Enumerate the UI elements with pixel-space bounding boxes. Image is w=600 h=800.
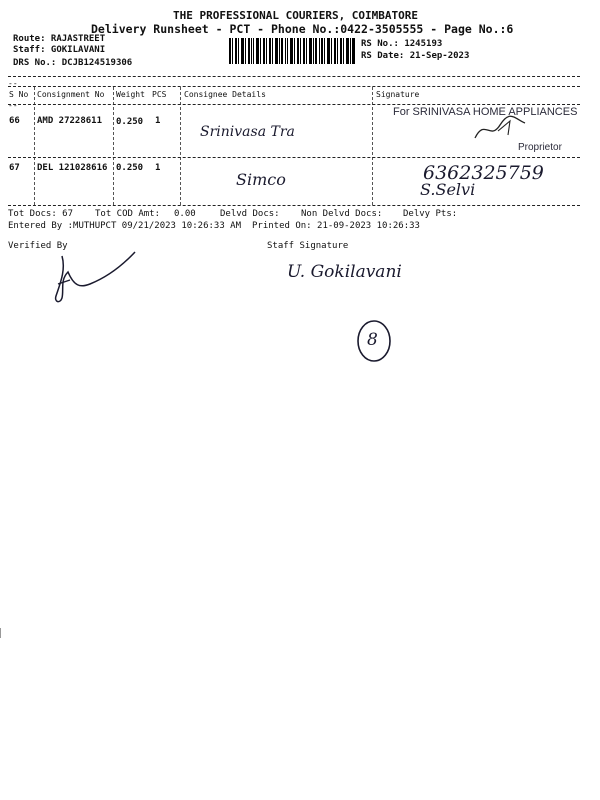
- staff-signature-handwriting: U. Gokilavani: [287, 262, 402, 282]
- row-66-weight: 0.250: [116, 117, 144, 127]
- total-docs: Tot Docs: 67: [8, 209, 74, 219]
- dash-mark: --: [8, 101, 18, 110]
- col-header-pcs: PCS: [152, 90, 167, 99]
- row-67-consignee-handwriting: Simco: [236, 170, 286, 189]
- staff-label: Staff: GOKILAVANI: [13, 45, 106, 55]
- header-separator: [8, 76, 580, 77]
- row-67-sno: 67: [9, 163, 20, 173]
- printed-on: Printed On: 21-09-2023 10:26:33: [252, 221, 420, 231]
- drs-number: DRS No.: DCJB124519306: [13, 58, 133, 68]
- row-66-sno: 66: [9, 116, 20, 126]
- header-bottom-rule: [8, 104, 580, 105]
- table-bottom-rule: [8, 205, 580, 206]
- row-separator: [8, 157, 580, 158]
- staff-signature-label: Staff Signature: [267, 241, 349, 251]
- rs-date: RS Date: 21-Sep-2023: [361, 51, 470, 61]
- verified-by-label: Verified By: [8, 241, 68, 251]
- entered-by: Entered By :MUTHUPCT 09/21/2023 10:26:33 AM: [8, 221, 241, 231]
- route-label: Route: RAJASTREET: [13, 34, 106, 44]
- runsheet-title: Delivery Runsheet - PCT - Phone No.:0422-3505555 - Page No.:6: [91, 22, 514, 36]
- row-67-pcs: 1: [155, 163, 161, 173]
- row-66-proprietor: Proprietor: [518, 142, 562, 153]
- total-cod-value: 0.00: [174, 209, 196, 219]
- circled-number: 8: [367, 330, 378, 350]
- company-title: THE PROFESSIONAL COURIERS, COIMBATORE: [173, 9, 419, 22]
- dash-mark: --: [8, 79, 18, 88]
- col-header-consignee: Consignee Details: [184, 90, 266, 99]
- col-header-consignment: Consignment No: [37, 90, 105, 99]
- non-delivered-docs: Non Delvd Docs:: [301, 209, 383, 219]
- delivery-points: Delvy Pts:: [403, 209, 458, 219]
- row-66-signature-scribble: [470, 113, 530, 143]
- row-67-weight: 0.250: [116, 163, 144, 173]
- delivered-docs: Delvd Docs:: [220, 209, 280, 219]
- row-67-consignment: DEL 121028616: [37, 163, 108, 173]
- row-66-consignee-handwriting: Srinivasa Tra: [200, 124, 295, 140]
- table-top-rule: [8, 86, 580, 87]
- col-header-weight: Weight: [116, 90, 145, 99]
- scan-artifact: [0, 628, 4, 638]
- rs-number: RS No.: 1245193: [361, 39, 443, 49]
- col-header-sno: S No: [9, 90, 29, 99]
- col-header-signature: Signature: [376, 90, 420, 99]
- row-66-consignment: AMD 27228611: [37, 116, 103, 126]
- row-67-name-handwriting: S.Selvi: [420, 180, 476, 199]
- barcode-image: [229, 38, 355, 64]
- verified-by-signature: [50, 250, 140, 310]
- row-66-pcs: 1: [155, 116, 161, 126]
- row-67-phone-handwriting: 6362325759: [423, 162, 544, 184]
- row-66-company-stamp: For SRINIVASA HOME APPLIANCES: [393, 106, 578, 118]
- total-cod-label: Tot COD Amt:: [95, 209, 161, 219]
